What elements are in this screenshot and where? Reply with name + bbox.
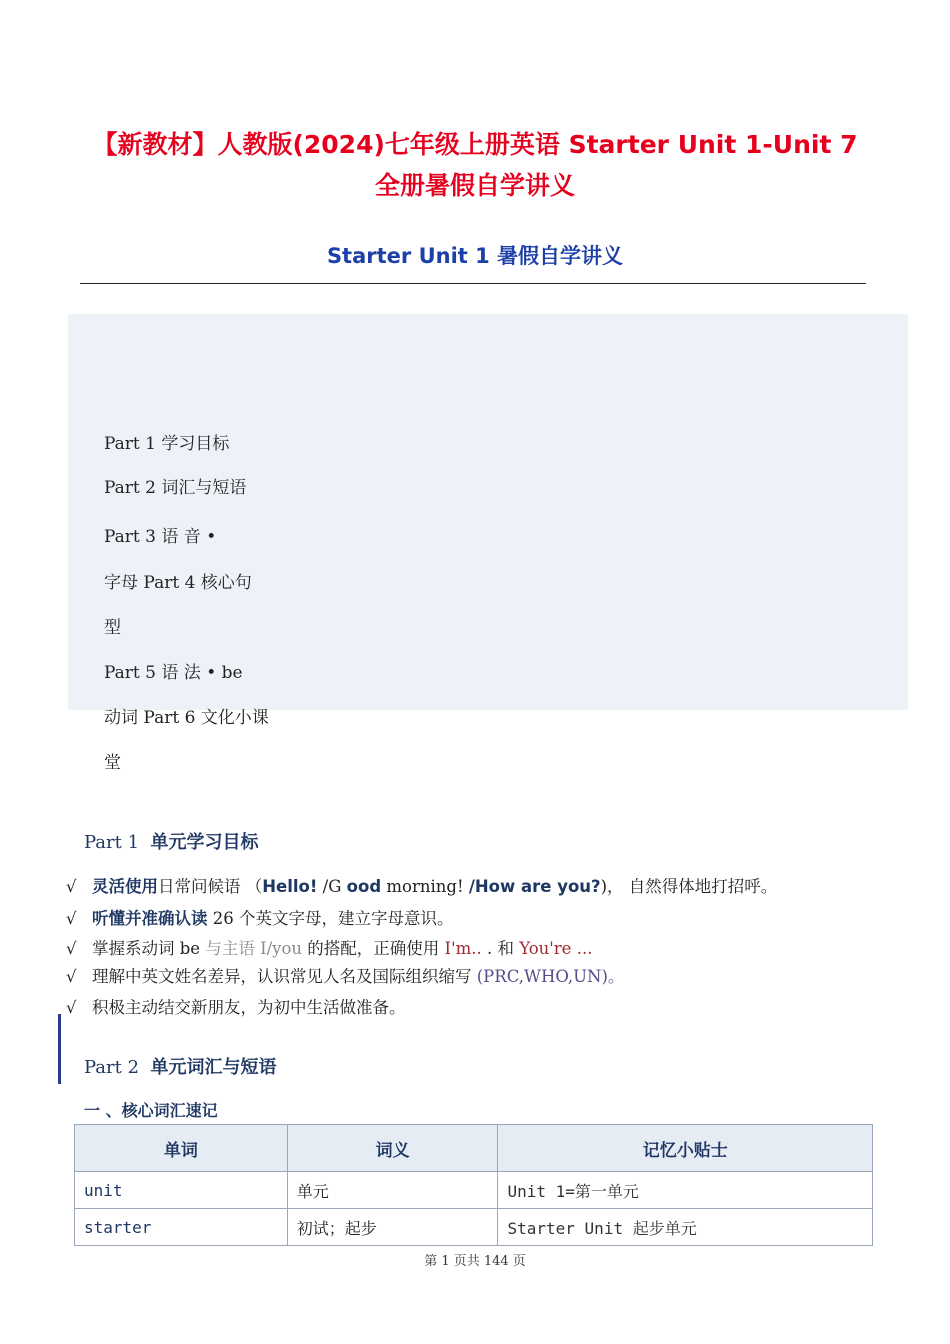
section-accent-bar xyxy=(58,1014,61,1084)
check-icon: √ xyxy=(66,909,77,928)
table-row xyxy=(75,1209,873,1246)
goal-text: 的搭配，正确使用 xyxy=(302,939,445,958)
toc-item: 动词 Part 6 文化小课 xyxy=(104,708,269,728)
goal-item xyxy=(66,905,454,929)
goal-text: morning! xyxy=(381,877,469,896)
toc-item: Part 3 语 音 • xyxy=(104,527,217,547)
check-icon: √ xyxy=(66,967,77,986)
goal-item xyxy=(66,963,624,987)
cell-word: starter xyxy=(75,1209,288,1246)
check-icon: √ xyxy=(66,877,77,896)
vocab-subsection-heading: 一 、核心词汇速记 xyxy=(84,1101,218,1120)
cell-meaning: 单元 xyxy=(287,1172,498,1209)
column-header-tip: 记忆小贴士 xyxy=(498,1125,873,1172)
title-divider xyxy=(80,283,866,284)
table-row xyxy=(75,1172,873,1209)
toc-item: 型 xyxy=(104,618,121,638)
part1-heading xyxy=(84,828,259,854)
goal-bold: 灵活使用 xyxy=(92,877,158,896)
goal-abbreviations: (PRC,WHO,UN)。 xyxy=(476,967,625,986)
cell-meaning: 初试；起步 xyxy=(287,1209,498,1246)
goal-text: /G xyxy=(317,877,347,896)
page-footer: 第 1 页共 144 页 xyxy=(424,1254,526,1269)
goal-bold: 听懂并准确认读 xyxy=(92,909,208,928)
toc-item: 字母 Part 4 核心句 xyxy=(104,573,252,593)
table-of-contents-box xyxy=(68,314,908,710)
document-subtitle: Starter Unit 1 暑假自学讲义 xyxy=(326,244,624,268)
goal-english: /How are you? xyxy=(468,877,601,896)
goal-item xyxy=(66,873,777,897)
cell-word: unit xyxy=(75,1172,288,1209)
goal-text: 理解中英文姓名差异，认识常见人名及国际组织缩写 xyxy=(92,967,477,986)
toc-item: 堂 xyxy=(104,753,121,773)
goal-example: You're xyxy=(519,939,572,958)
part1-number: Part 1 xyxy=(84,832,140,853)
goal-english: Hello! xyxy=(262,877,318,896)
part1-title: 单元学习目标 xyxy=(150,832,259,853)
table-header-row xyxy=(75,1125,873,1172)
document-title-line1: 【新教材】人教版(2024)七年级上册英语 Starter Unit 1-Unit 7 xyxy=(92,130,858,159)
goal-grey-text: 与主语 I/you xyxy=(205,939,303,958)
goal-text: 掌握系动词 be xyxy=(92,939,206,958)
goal-text: . 和 xyxy=(481,939,520,958)
part2-title: 单元词汇与短语 xyxy=(150,1057,277,1078)
toc-item: Part 1 学习目标 xyxy=(104,434,230,454)
goal-english: ood xyxy=(346,877,382,896)
document-title-line2: 全册暑假自学讲义 xyxy=(374,171,575,200)
goal-text: )， 自然得体地打招呼。 xyxy=(600,877,778,896)
cell-tip: Unit 1=第一单元 xyxy=(498,1172,873,1209)
part2-heading xyxy=(84,1053,277,1079)
column-header-word: 单词 xyxy=(75,1125,288,1172)
goal-text: 26 个英文字母，建立字母意识。 xyxy=(207,909,454,928)
cell-tip: Starter Unit 起步单元 xyxy=(498,1209,873,1246)
goal-example: ... xyxy=(576,939,593,958)
goal-example: I'm.. xyxy=(444,939,482,958)
goal-text: 积极主动结交新朋友，为初中生活做准备。 xyxy=(92,998,406,1017)
vocabulary-table xyxy=(74,1124,873,1246)
part2-number: Part 2 xyxy=(84,1057,140,1078)
check-icon: √ xyxy=(66,998,77,1017)
check-icon: √ xyxy=(66,939,77,958)
toc-item: Part 5 语 法 • be xyxy=(104,663,243,683)
toc-item: Part 2 词汇与短语 xyxy=(104,478,247,498)
goal-text: 日常问候语 （ xyxy=(158,877,263,896)
goal-item xyxy=(66,935,592,959)
goal-item xyxy=(66,994,406,1018)
column-header-meaning: 词义 xyxy=(287,1125,498,1172)
